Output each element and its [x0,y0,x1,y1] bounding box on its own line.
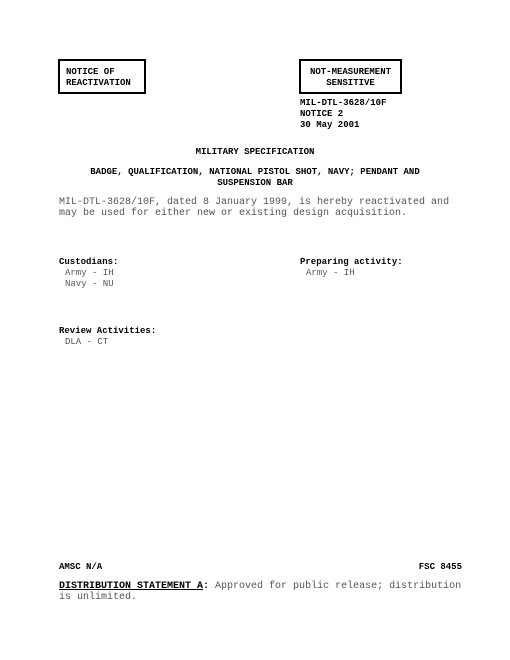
distribution-statement-label: DISTRIBUTION STATEMENT A [59,581,204,592]
preparing-activity-heading: Preparing activity: [300,257,403,267]
document-identifiers [300,98,386,131]
review-activities-heading: Review Activities: [59,326,157,336]
fsc-code: FSC 8455 [418,562,462,572]
distribution-text-1: Approved for public release; distribution [209,581,462,592]
custodian-item: Army - IH [65,268,114,278]
notice-number: NOTICE 2 [300,109,344,119]
notice-box-line-1: NOTICE OF [66,67,115,77]
subject-line-2: SUSPENSION BAR [217,178,293,188]
distribution-statement [59,581,469,603]
document-number: MIL-DTL-3628/10F [300,98,387,108]
review-activities-section [59,326,156,348]
amsc-code: AMSC N/A [59,562,103,572]
notice-of-reactivation-box [58,59,146,94]
statement-line-2: may be used for either new or existing design acquisition. [59,208,408,219]
document-type-title: MILITARY SPECIFICATION [195,147,315,157]
distribution-colon: : [203,581,210,592]
statement-line-1: MIL-DTL-3628/10F, dated 8 January 1999, is hereby reactivated and [59,197,450,208]
sensitivity-box-line-2: SENSITIVE [326,78,375,88]
not-measurement-sensitive-box [299,59,402,94]
distribution-line-2: is unlimited. [59,592,138,603]
reactivation-statement [59,197,449,219]
notice-date: 30 May 2001 [300,120,360,130]
subject-line-1: BADGE, QUALIFICATION, NATIONAL PISTOL SHOT, NAVY; PENDANT AND [90,167,420,177]
custodians-heading: Custodians: [59,257,119,267]
distribution-line-1 [59,581,469,592]
sensitivity-box-line-1: NOT-MEASUREMENT [309,67,391,77]
document-subject [0,167,510,189]
notice-box-line-2: REACTIVATION [66,78,131,88]
review-activity-item: DLA - CT [65,337,109,347]
preparing-activity-item: Army - IH [306,268,355,278]
custodian-item: Navy - NU [65,279,114,289]
custodians-section [59,257,118,290]
preparing-activity-section [300,257,403,279]
